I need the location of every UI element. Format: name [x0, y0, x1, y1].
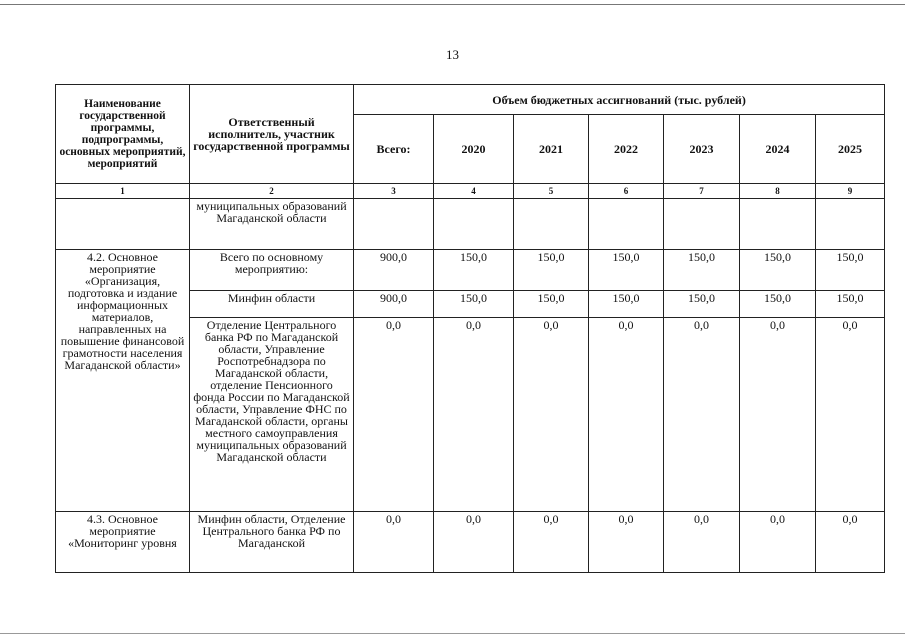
cell-value: 900,0	[354, 250, 434, 291]
header-year: 2025	[816, 115, 885, 184]
cell-program-name	[56, 199, 190, 250]
cell-value: 0,0	[514, 318, 589, 512]
cell-value: 0,0	[514, 512, 589, 573]
cell-responsible: Всего по основному мероприятию:	[190, 250, 354, 291]
page-bottom-border	[0, 633, 905, 634]
cell-value	[434, 199, 514, 250]
column-number: 1	[56, 184, 190, 199]
table-row	[56, 512, 885, 573]
cell-value: 0,0	[434, 318, 514, 512]
column-number: 5	[514, 184, 589, 199]
cell-program-name: 4.3. Основное мероприятие «Мониторинг уровня	[56, 512, 190, 573]
column-number: 8	[740, 184, 816, 199]
header-responsible: Ответственный исполнитель, участник государственной программы	[190, 85, 354, 184]
column-number: 3	[354, 184, 434, 199]
cell-value: 150,0	[664, 291, 740, 318]
page-number: 13	[446, 47, 459, 62]
cell-value: 150,0	[589, 250, 664, 291]
cell-value	[514, 199, 589, 250]
header-year: 2021	[514, 115, 589, 184]
cell-value: 150,0	[434, 250, 514, 291]
cell-value: 0,0	[354, 512, 434, 573]
cell-value: 150,0	[434, 291, 514, 318]
column-number: 2	[190, 184, 354, 199]
cell-responsible: Отделение Центрального банка РФ по Магаданской области, Управление Роспотребнадзора по Магаданской области, отделение Пенсионного фонда России по Магаданской области, Управление ФНС по Магаданской области, органы местного самоуправления муниципальных образований Магаданской области	[190, 318, 354, 512]
cell-responsible: муниципальных образований Магаданской области	[190, 199, 354, 250]
header-year: 2020	[434, 115, 514, 184]
cell-value: 0,0	[664, 318, 740, 512]
header-year: 2024	[740, 115, 816, 184]
cell-value: 0,0	[589, 318, 664, 512]
cell-value	[816, 199, 885, 250]
budget-table	[55, 84, 885, 573]
header-program-name: Наименование государственной программы, подпрограммы, основных мероприятий, мероприятий	[56, 85, 190, 184]
page-top-border	[0, 4, 905, 5]
cell-value: 0,0	[434, 512, 514, 573]
cell-value: 0,0	[816, 318, 885, 512]
cell-value: 0,0	[740, 318, 816, 512]
column-number: 4	[434, 184, 514, 199]
cell-value: 0,0	[740, 512, 816, 573]
cell-value: 150,0	[816, 250, 885, 291]
column-number: 7	[664, 184, 740, 199]
cell-value: 150,0	[816, 291, 885, 318]
cell-value: 900,0	[354, 291, 434, 318]
cell-value: 0,0	[664, 512, 740, 573]
header-year: 2023	[664, 115, 740, 184]
column-number: 9	[816, 184, 885, 199]
cell-value: 150,0	[664, 250, 740, 291]
cell-value: 0,0	[589, 512, 664, 573]
cell-value	[589, 199, 664, 250]
cell-value	[664, 199, 740, 250]
table-row	[56, 250, 885, 291]
cell-responsible: Минфин области, Отделение Центрального банка РФ по Магаданской	[190, 512, 354, 573]
cell-value: 0,0	[354, 318, 434, 512]
table-row	[56, 199, 885, 250]
cell-value: 150,0	[514, 291, 589, 318]
cell-value: 150,0	[589, 291, 664, 318]
header-total: Всего:	[354, 115, 434, 184]
cell-value: 150,0	[514, 250, 589, 291]
column-number: 6	[589, 184, 664, 199]
cell-value: 150,0	[740, 250, 816, 291]
cell-responsible: Минфин области	[190, 291, 354, 318]
header-budget-volume: Объем бюджетных ассигнований (тыс. рублей)	[354, 85, 885, 115]
cell-value	[354, 199, 434, 250]
cell-value: 0,0	[816, 512, 885, 573]
cell-value	[740, 199, 816, 250]
cell-value: 150,0	[740, 291, 816, 318]
cell-program-name: 4.2. Основное мероприятие «Организация, подготовка и издание информационных материалов, направленных на повышение финансовой грамотности населения Магаданской области»	[56, 250, 190, 512]
header-year: 2022	[589, 115, 664, 184]
